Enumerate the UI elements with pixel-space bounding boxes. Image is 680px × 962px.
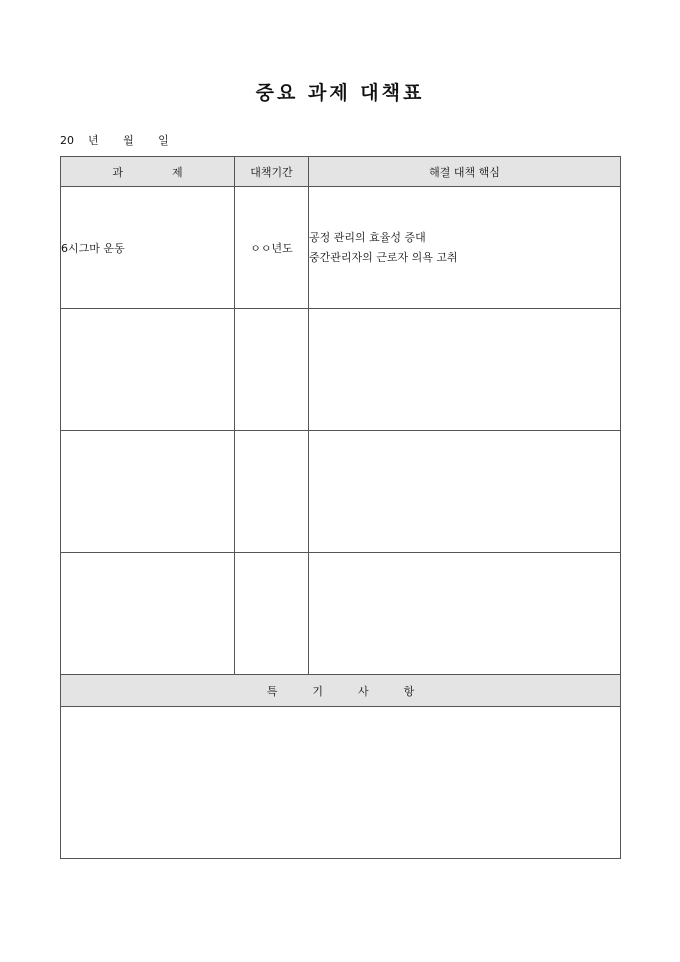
table-row (61, 309, 621, 431)
period-cell[interactable] (235, 309, 309, 431)
remarks-body-row (61, 707, 621, 859)
task-cell[interactable]: 6시그마 운동 (61, 187, 235, 309)
task-cell[interactable] (61, 309, 235, 431)
table-row (61, 187, 621, 309)
header-core: 해결 대책 핵심 (309, 157, 621, 187)
task-cell[interactable] (61, 553, 235, 675)
period-cell[interactable]: ㅇㅇ년도 (235, 187, 309, 309)
header-period: 대책기간 (235, 157, 309, 187)
table-row (61, 431, 621, 553)
remarks-header: 특 기 사 항 (61, 675, 621, 707)
date-line: 20 년 월 일 (60, 134, 169, 147)
core-cell[interactable] (309, 431, 621, 553)
countermeasure-table (60, 156, 621, 859)
core-cell[interactable] (309, 553, 621, 675)
remarks-header-row (61, 675, 621, 707)
remarks-cell[interactable] (61, 707, 621, 859)
period-cell[interactable] (235, 431, 309, 553)
header-row (61, 157, 621, 187)
core-line: 공정 관리의 효율성 증대 (309, 230, 426, 244)
task-cell[interactable] (61, 431, 235, 553)
core-cell[interactable] (309, 309, 621, 431)
core-line: 중간관리자의 근로자 의욕 고취 (309, 250, 458, 264)
period-cell[interactable] (235, 553, 309, 675)
page-title: 중요 과제 대책표 (255, 82, 425, 104)
header-task: 과 제 (61, 157, 235, 187)
table-row (61, 553, 621, 675)
core-cell[interactable] (309, 187, 621, 309)
